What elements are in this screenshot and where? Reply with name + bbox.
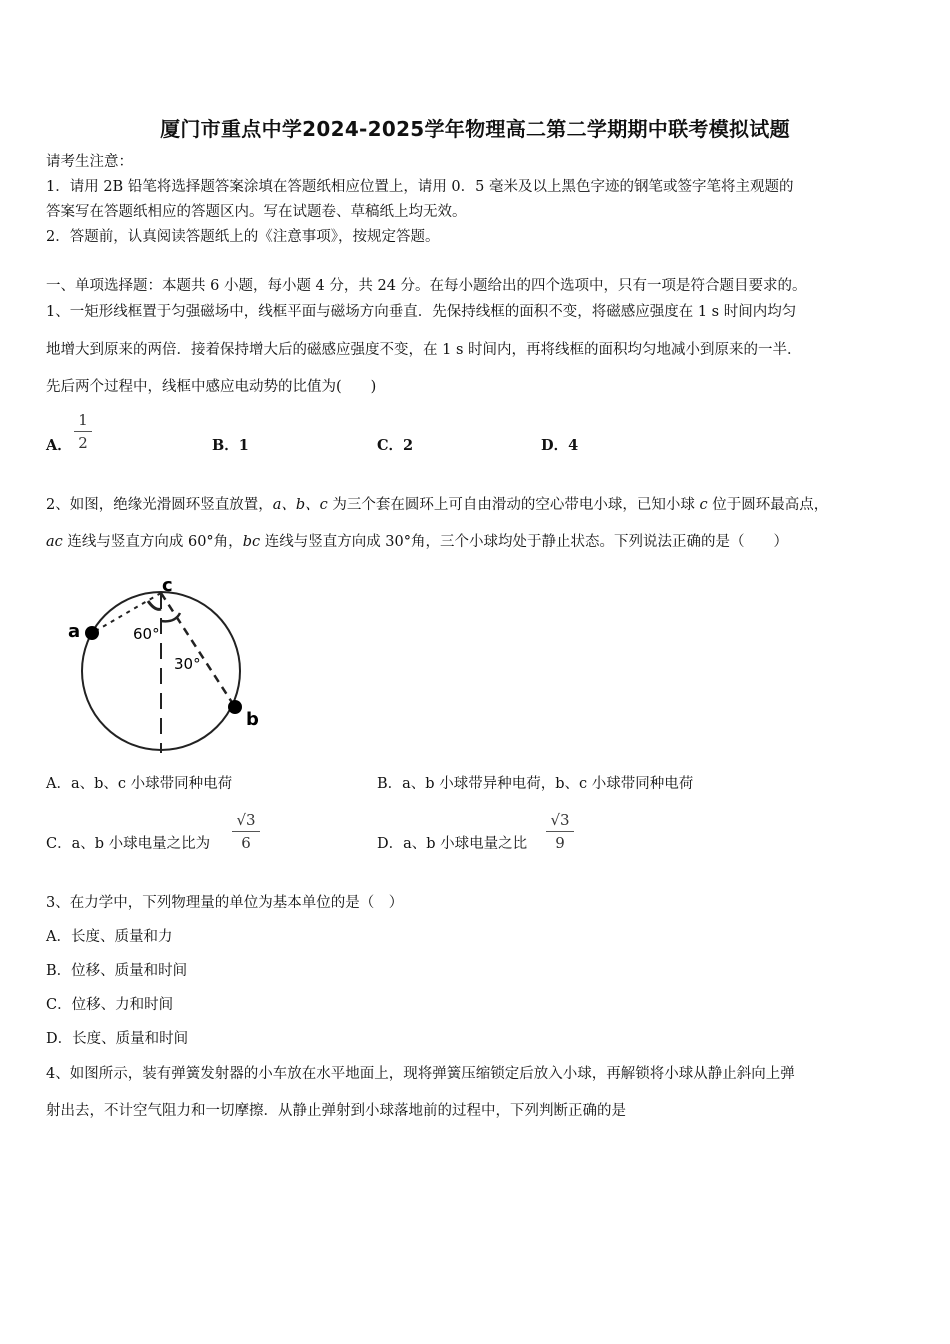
q2-stem-line-1: 2、如图，绝缘光滑圆环竖直放置，a、b、c 为三个套在圆环上可自由滑动的空心带电小球，已知小球 c 位于圆环最高点， <box>46 497 829 513</box>
page-title: 厦门市重点中学2024-2025学年物理高二第二学期期中联考模拟试题 <box>160 117 790 141</box>
label-b: b <box>246 709 259 730</box>
notice-heading: 请考生注意： <box>46 154 133 170</box>
angle-60-arc <box>148 601 161 609</box>
q3-option-b: B．位移、质量和时间 <box>46 963 188 979</box>
q3-option-c: C．位移、力和时间 <box>46 997 174 1013</box>
q1-stem-line-3: 先后两个过程中，线框中感应电动势的比值为( ) <box>46 379 377 395</box>
angle-30-label: 30° <box>174 655 201 673</box>
q1-stem-line-2: 地增大到原来的两倍．接着保持增大后的磁感应强度不变，在 1 s 时间内，再将线框的面积均匀地减小到原来的一半． <box>46 342 802 358</box>
notice-line-1: 1．请用 2B 铅笔将选择题答案涂填在答题纸相应位置上，请用 0．5 毫米及以上黑色字迹的钢笔或签字笔将主观题的 <box>46 179 794 195</box>
q2-option-a: A．a、b、c 小球带同种电荷 <box>46 776 233 792</box>
q3-option-a: A．长度、质量和力 <box>46 929 173 945</box>
notice-line-3: 2．答题前，认真阅读答题纸上的《注意事项》，按规定答题。 <box>46 229 440 245</box>
q2-option-d-fraction <box>546 810 574 853</box>
q2-option-d-text: D．a、b 小球电量之比 <box>377 836 528 852</box>
q2-option-b: B．a、b 小球带异种电荷，b、c 小球带同种电荷 <box>377 776 694 792</box>
angle-60-label: 60° <box>133 625 160 643</box>
q1-stem-line-1: 1、一矩形线框置于匀强磁场中，线框平面与磁场方向垂直．先保持线框的面积不变，将磁感应强度在 1 s 时间内均匀 <box>46 304 797 320</box>
ball-b <box>228 700 242 714</box>
label-a: a <box>68 621 81 642</box>
q4-stem-line-2: 射出去，不计空气阻力和一切摩擦．从静止弹射到小球落地前的过程中，下列判断正确的是 <box>46 1103 626 1119</box>
q1-option-a-denominator: 2 <box>78 434 88 452</box>
q2-option-d-denominator: 9 <box>555 834 565 852</box>
ball-a <box>85 626 99 640</box>
bc-line <box>161 593 235 707</box>
q2-option-c-numerator: √3 <box>236 811 256 829</box>
q2-stem-line-2: ac 连线与竖直方向成 60°角，bc 连线与竖直方向成 30°角，三个小球均处于静止状态。下列说法正确的是（ ） <box>46 534 789 550</box>
notice-line-2: 答案写在答题纸相应的答题区内。写在试题卷、草稿纸上均无效。 <box>46 204 467 220</box>
q1-option-c: C．2 <box>377 437 414 454</box>
q4-stem-line-1: 4、如图所示，装有弹簧发射器的小车放在水平地面上，现将弹簧压缩锁定后放入小球，再解锁将小球从静止斜向上弹 <box>46 1066 795 1082</box>
q1-option-b: B．1 <box>212 437 249 454</box>
section-heading: 一、单项选择题：本题共 6 小题，每小题 4 分，共 24 分。在每小题给出的四个选项中，只有一项是符合题目要求的。 <box>46 278 807 294</box>
q2-option-c-fraction <box>232 810 260 853</box>
q2-figure <box>60 575 280 760</box>
q2-option-c-denominator: 6 <box>241 834 251 852</box>
q1-option-a-label: A． <box>46 437 72 454</box>
q2-option-d-numerator: √3 <box>550 811 570 829</box>
q1-option-a-fraction <box>74 410 92 453</box>
q1-option-a-numerator: 1 <box>78 411 88 429</box>
fraction-bar <box>546 831 574 832</box>
label-c: c <box>162 575 173 596</box>
q1-option-d: D．4 <box>541 437 579 454</box>
fraction-bar <box>74 431 92 432</box>
fraction-bar <box>232 831 260 832</box>
q2-option-c-text: C．a、b 小球电量之比为 <box>46 836 211 852</box>
q3-option-d: D．长度、质量和时间 <box>46 1031 189 1047</box>
q3-stem: 3、在力学中，下列物理量的单位为基本单位的是（ ） <box>46 895 404 911</box>
